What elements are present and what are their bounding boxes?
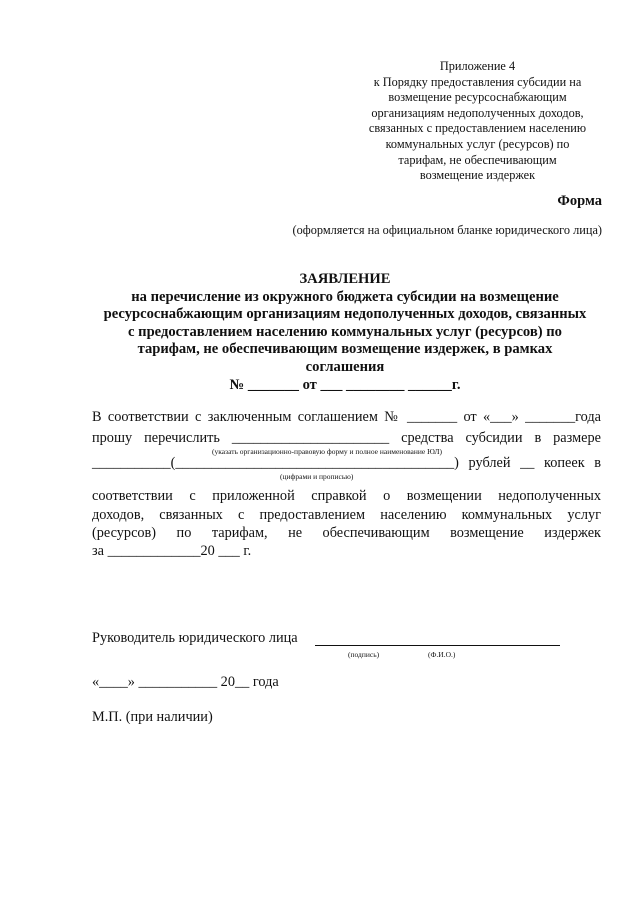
body-line-3: ___________(_______________________________________) рублей __ копеек в: [92, 455, 601, 471]
title-heading: ЗАЯВЛЕНИЕ: [299, 271, 391, 287]
hint-full-name: (Ф.И.О.): [428, 650, 456, 659]
date-line: «____» ___________ 20__ года: [92, 674, 279, 690]
appendix-line: коммунальных услуг (ресурсов) по: [385, 136, 570, 151]
appendix-line: связанных с предоставлением населению: [368, 121, 587, 136]
body-paragraph-line: соответствии с приложенной справкой о возмещении недополученных: [92, 488, 601, 504]
appendix-line: к Порядку предоставления субсидии на: [373, 74, 582, 89]
appendix-line: Приложение 4: [439, 59, 516, 73]
body-line-1: В соответствии с заключенным соглашением № _______ от «___» _______года: [92, 409, 601, 425]
document-title: [90, 271, 600, 394]
appendix-header: [355, 59, 600, 184]
stamp-note: М.П. (при наличии): [92, 709, 213, 725]
appendix-line: организациям недополученных доходов,: [371, 105, 584, 120]
title-line: с предоставлением населению коммунальных услуг (ресурсов) по: [128, 323, 562, 340]
period-line: за _____________20 ___ г.: [92, 543, 252, 559]
appendix-line: возмещение ресурсоснабжающим: [388, 90, 567, 105]
appendix-line: возмещение издержек: [419, 168, 536, 183]
appendix-line: тарифам, не обеспечивающим: [398, 152, 557, 167]
title-line: ресурсоснабжающим организациям недополученных доходов, связанных: [103, 306, 587, 323]
body-line-2: прошу перечислить ______________________ средства субсидии в размере: [92, 430, 601, 446]
hint-legal-entity: (указать организационно-правовую форму и полное наименование ЮЛ): [212, 447, 442, 456]
title-line: тарифам, не обеспечивающим возмещение издержек, в рамках: [137, 341, 553, 358]
blank-note: (оформляется на официальном бланке юридического лица): [292, 223, 602, 237]
body-paragraph-line: доходов, связанных с предоставлением населению коммунальных услуг: [92, 507, 601, 523]
hint-amount: (цифрами и прописью): [280, 472, 354, 481]
signature-line: [315, 645, 560, 646]
agreement-number-line: № _______ от ___ ________ ______г.: [229, 376, 461, 393]
signature-label: Руководитель юридического лица: [92, 630, 298, 646]
form-label: Форма: [557, 193, 602, 209]
title-line: соглашения: [305, 358, 385, 375]
hint-signature: (подпись): [348, 650, 380, 659]
title-line: на перечисление из окружного бюджета субсидии на возмещение: [131, 288, 559, 305]
body-paragraph-line: (ресурсов) по тарифам, не обеспечивающим возмещение издержек: [92, 525, 601, 541]
